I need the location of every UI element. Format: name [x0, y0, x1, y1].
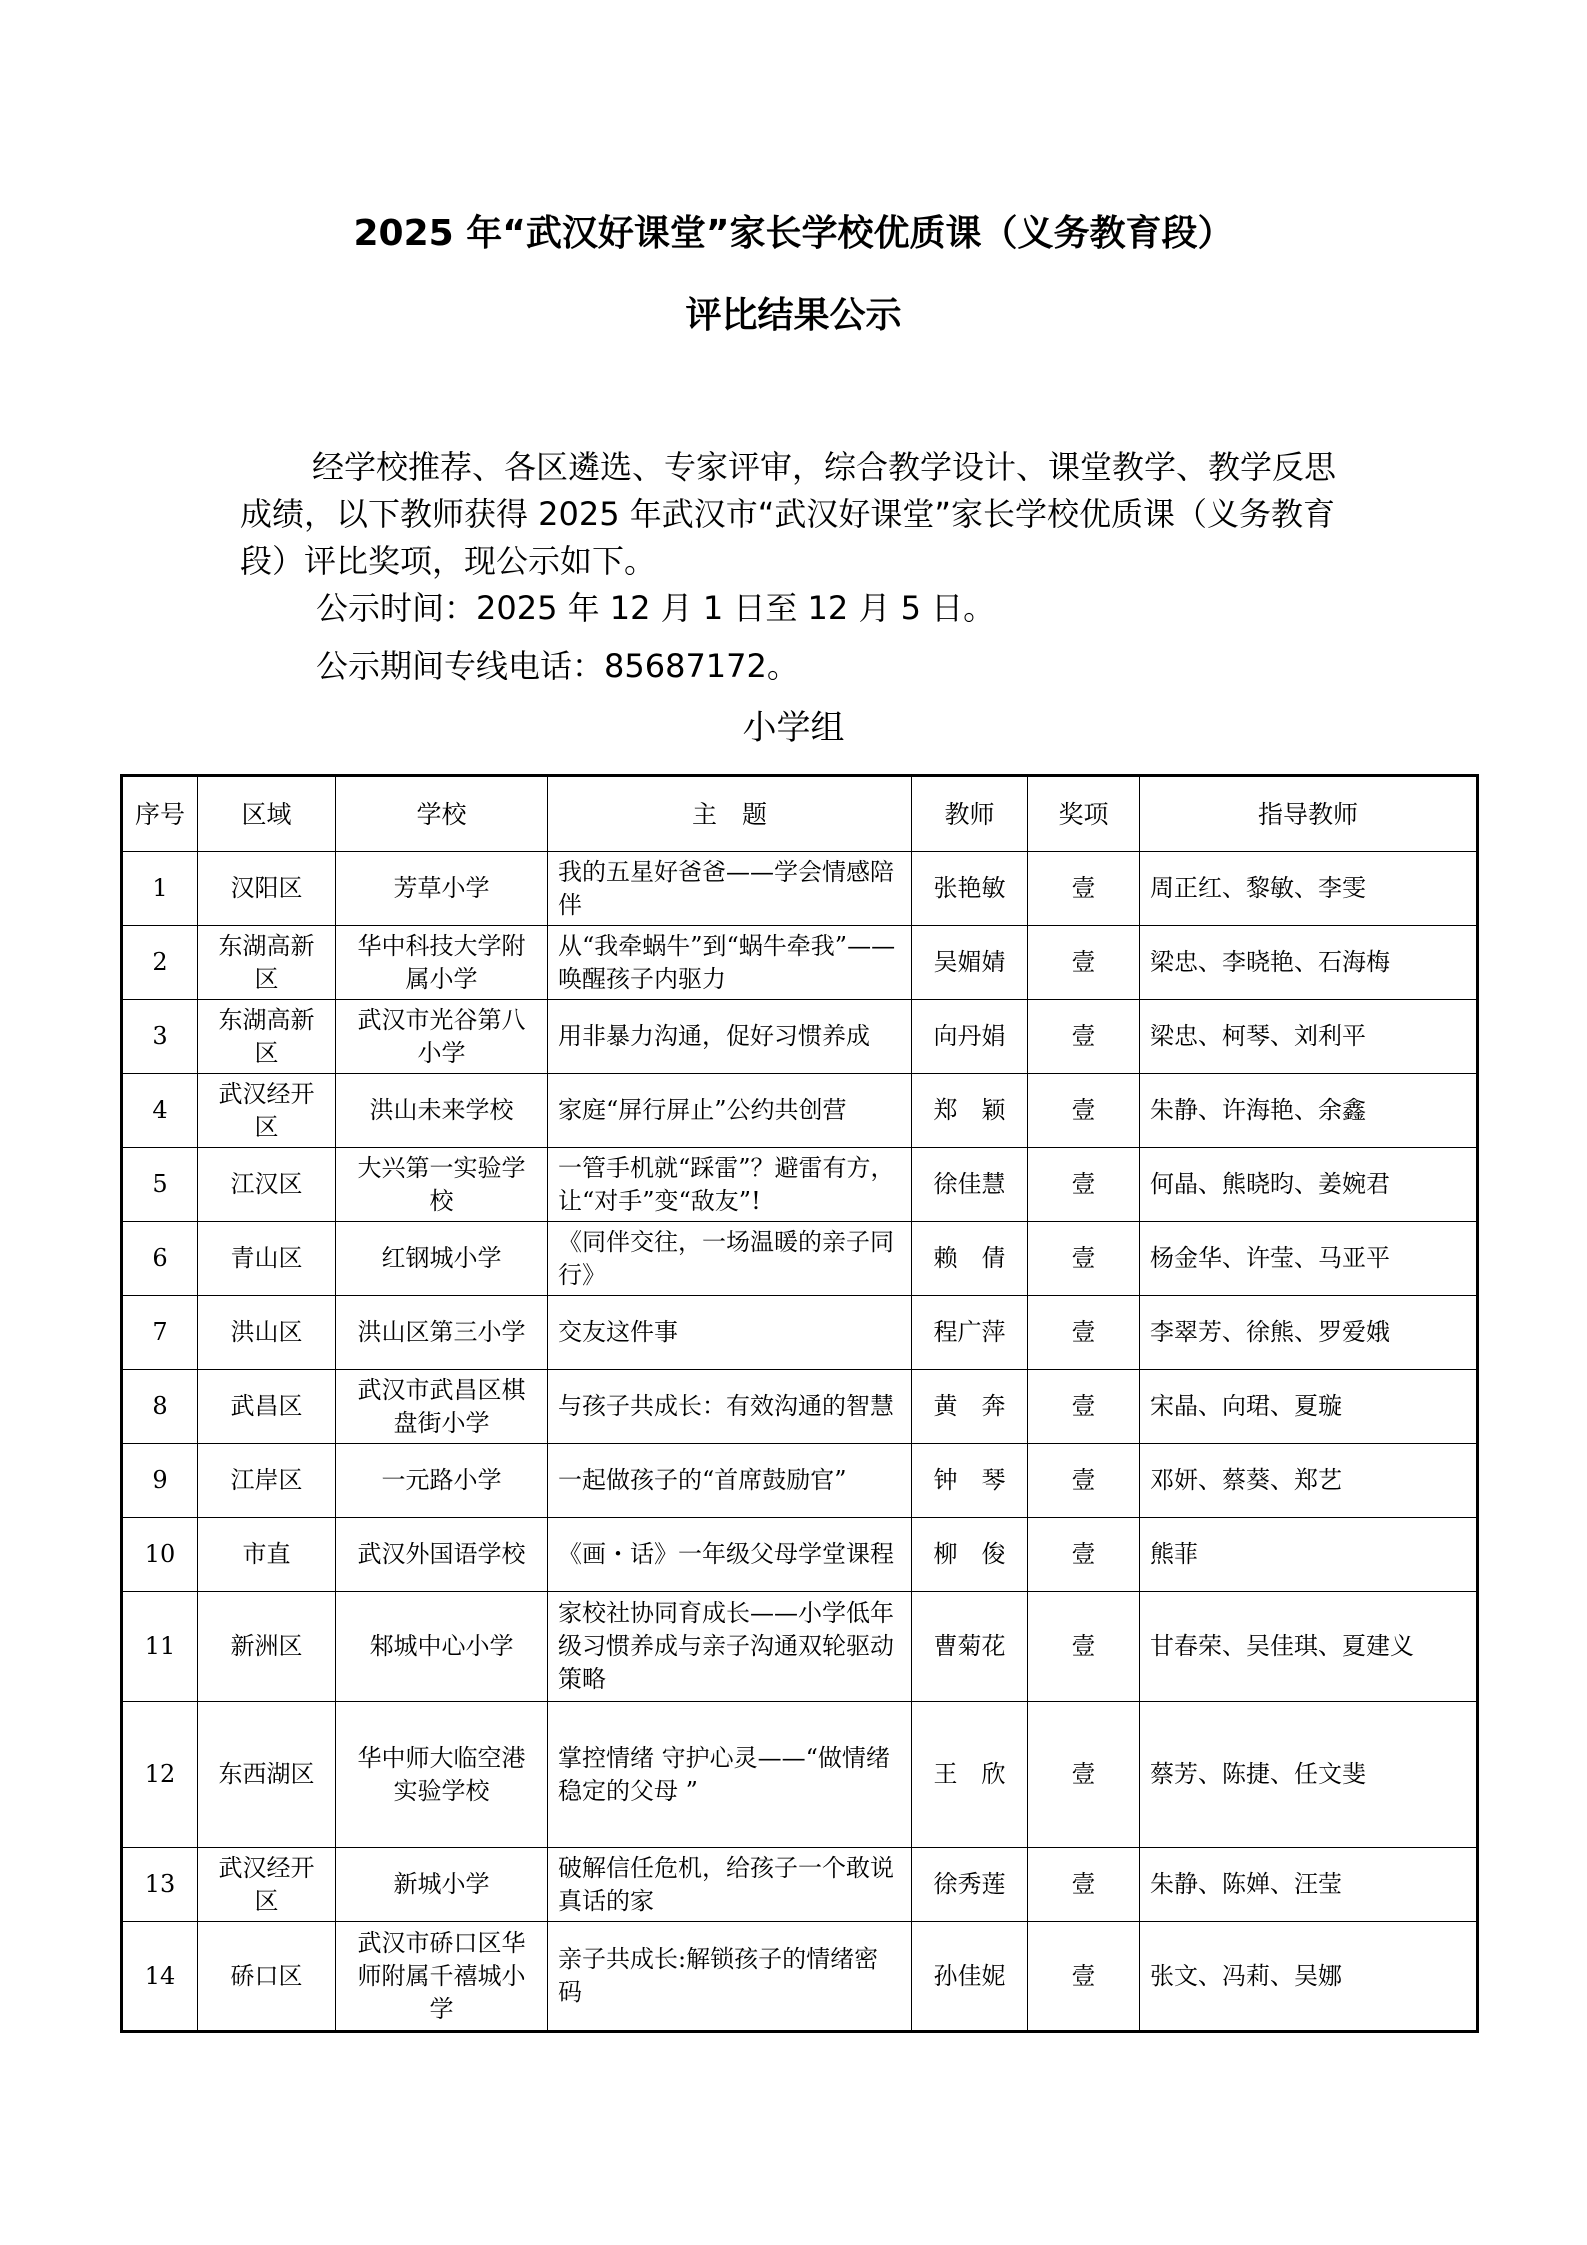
cell-mentors: 杨金华、许莹、马亚平: [1140, 1222, 1478, 1296]
cell-seq: 13: [122, 1848, 198, 1922]
cell-district: 东湖高新区: [198, 1000, 336, 1074]
cell-school: 洪山未来学校: [336, 1074, 548, 1148]
cell-mentors: 何晶、熊晓昀、姜婉君: [1140, 1148, 1478, 1222]
cell-award: 壹: [1028, 1074, 1140, 1148]
cell-teacher: 程广萍: [912, 1296, 1028, 1370]
cell-mentors: 蔡芳、陈捷、任文斐: [1140, 1702, 1478, 1848]
cell-teacher: 徐秀莲: [912, 1848, 1028, 1922]
notice-phone: 公示期间专线电话：85687172。: [316, 647, 799, 685]
cell-seq: 14: [122, 1922, 198, 2032]
table-row: [122, 926, 1478, 1000]
cell-award: 壹: [1028, 1148, 1140, 1222]
cell-school: 武汉市武昌区棋盘街小学: [336, 1370, 548, 1444]
group-title: 小学组: [742, 708, 845, 748]
cell-district: 江岸区: [198, 1444, 336, 1518]
cell-teacher: 吴媚婧: [912, 926, 1028, 1000]
cell-topic: 家庭“屏行屏止”公约共创营: [548, 1074, 912, 1148]
cell-topic: 我的五星好爸爸——学会情感陪伴: [548, 852, 912, 926]
cell-school: 芳草小学: [336, 852, 548, 926]
table-row: [122, 1518, 1478, 1592]
cell-district: 东西湖区: [198, 1702, 336, 1848]
cell-seq: 6: [122, 1222, 198, 1296]
header-district: 区域: [198, 776, 336, 852]
table-row: [122, 1592, 1478, 1702]
cell-mentors: 宋晶、向珺、夏璇: [1140, 1370, 1478, 1444]
cell-award: 壹: [1028, 1922, 1140, 2032]
cell-district: 新洲区: [198, 1592, 336, 1702]
cell-district: 洪山区: [198, 1296, 336, 1370]
cell-topic: 亲子共成长:解锁孩子的情绪密码: [548, 1922, 912, 2032]
table-body: [122, 852, 1478, 2032]
cell-school: 武汉外国语学校: [336, 1518, 548, 1592]
cell-topic: 家校社协同育成长——小学低年级习惯养成与亲子沟通双轮驱动策略: [548, 1592, 912, 1702]
table-row: [122, 1148, 1478, 1222]
cell-topic: 交友这件事: [548, 1296, 912, 1370]
cell-mentors: 邓妍、蔡葵、郑艺: [1140, 1444, 1478, 1518]
header-teacher: 教师: [912, 776, 1028, 852]
cell-district: 市直: [198, 1518, 336, 1592]
header-mentors: 指导教师: [1140, 776, 1478, 852]
cell-topic: 《画・话》一年级父母学堂课程: [548, 1518, 912, 1592]
table-row: [122, 1000, 1478, 1074]
cell-award: 壹: [1028, 1222, 1140, 1296]
cell-mentors: 朱静、许海艳、余鑫: [1140, 1074, 1478, 1148]
cell-teacher: 曹菊花: [912, 1592, 1028, 1702]
cell-topic: 从“我牵蜗牛”到“蜗牛牵我”——唤醒孩子内驱力: [548, 926, 912, 1000]
cell-teacher: 徐佳慧: [912, 1148, 1028, 1222]
cell-seq: 2: [122, 926, 198, 1000]
cell-district: 武汉经开区: [198, 1074, 336, 1148]
cell-award: 壹: [1028, 1000, 1140, 1074]
cell-mentors: 甘春荣、吴佳琪、夏建义: [1140, 1592, 1478, 1702]
cell-school: 一元路小学: [336, 1444, 548, 1518]
page-subtitle: 评比结果公示: [685, 295, 902, 336]
cell-teacher: 向丹娟: [912, 1000, 1028, 1074]
table-row: [122, 1296, 1478, 1370]
intro-paragraph: 经学校推荐、各区遴选、专家评审，综合教学设计、课堂教学、教学反思成绩，以下教师获得 2025 年武汉市“武汉好课堂”家长学校优质课（义务教育段）评比奖项，现公示如下。: [240, 448, 1337, 580]
page-title: 2025 年“武汉好课堂”家长学校优质课（义务教育段）: [353, 213, 1234, 254]
cell-mentors: 熊菲: [1140, 1518, 1478, 1592]
cell-mentors: 朱静、陈婵、汪莹: [1140, 1848, 1478, 1922]
cell-topic: 一管手机就“踩雷”？避雷有方，让“对手”变“敌友”!: [548, 1148, 912, 1222]
cell-award: 壹: [1028, 926, 1140, 1000]
cell-seq: 9: [122, 1444, 198, 1518]
cell-teacher: 赖 倩: [912, 1222, 1028, 1296]
cell-seq: 10: [122, 1518, 198, 1592]
table-row: [122, 1848, 1478, 1922]
cell-award: 壹: [1028, 852, 1140, 926]
cell-award: 壹: [1028, 1370, 1140, 1444]
table-row: [122, 1370, 1478, 1444]
header-topic: 主 题: [548, 776, 912, 852]
cell-teacher: 王 欣: [912, 1702, 1028, 1848]
cell-topic: 用非暴力沟通，促好习惯养成: [548, 1000, 912, 1074]
cell-school: 邾城中心小学: [336, 1592, 548, 1702]
cell-mentors: 李翠芳、徐熊、罗爱娥: [1140, 1296, 1478, 1370]
cell-topic: 《同伴交往，一场温暖的亲子同行》: [548, 1222, 912, 1296]
cell-district: 江汉区: [198, 1148, 336, 1222]
cell-teacher: 郑 颖: [912, 1074, 1028, 1148]
cell-district: 硚口区: [198, 1922, 336, 2032]
cell-school: 华中科技大学附属小学: [336, 926, 548, 1000]
table-row: [122, 1922, 1478, 2032]
table-row: [122, 1444, 1478, 1518]
cell-seq: 8: [122, 1370, 198, 1444]
table-row: [122, 1702, 1478, 1848]
cell-award: 壹: [1028, 1702, 1140, 1848]
cell-school: 大兴第一实验学校: [336, 1148, 548, 1222]
cell-mentors: 梁忠、李晓艳、石海梅: [1140, 926, 1478, 1000]
cell-award: 壹: [1028, 1518, 1140, 1592]
cell-district: 东湖高新区: [198, 926, 336, 1000]
notice-time: 公示时间：2025 年 12 月 1 日至 12 月 5 日。: [316, 589, 996, 627]
cell-topic: 一起做孩子的“首席鼓励官”: [548, 1444, 912, 1518]
cell-school: 新城小学: [336, 1848, 548, 1922]
cell-seq: 12: [122, 1702, 198, 1848]
cell-teacher: 黄 奔: [912, 1370, 1028, 1444]
cell-district: 青山区: [198, 1222, 336, 1296]
cell-topic: 破解信任危机，给孩子一个敢说真话的家: [548, 1848, 912, 1922]
cell-seq: 5: [122, 1148, 198, 1222]
cell-seq: 4: [122, 1074, 198, 1148]
table-header-row: [122, 776, 1478, 852]
cell-teacher: 张艳敏: [912, 852, 1028, 926]
table-row: [122, 852, 1478, 926]
cell-award: 壹: [1028, 1848, 1140, 1922]
cell-seq: 3: [122, 1000, 198, 1074]
cell-school: 红钢城小学: [336, 1222, 548, 1296]
cell-topic: 掌控情绪 守护心灵——“做情绪稳定的父母 ”: [548, 1702, 912, 1848]
header-award: 奖项: [1028, 776, 1140, 852]
table-row: [122, 1074, 1478, 1148]
cell-teacher: 柳 俊: [912, 1518, 1028, 1592]
cell-teacher: 孙佳妮: [912, 1922, 1028, 2032]
header-school: 学校: [336, 776, 548, 852]
results-table: [120, 774, 1479, 2033]
cell-school: 武汉市硚口区华师附属千禧城小学: [336, 1922, 548, 2032]
cell-award: 壹: [1028, 1592, 1140, 1702]
cell-award: 壹: [1028, 1444, 1140, 1518]
header-seq: 序号: [122, 776, 198, 852]
cell-school: 洪山区第三小学: [336, 1296, 548, 1370]
cell-school: 华中师大临空港实验学校: [336, 1702, 548, 1848]
cell-seq: 7: [122, 1296, 198, 1370]
cell-school: 武汉市光谷第八小学: [336, 1000, 548, 1074]
cell-district: 汉阳区: [198, 852, 336, 926]
cell-seq: 1: [122, 852, 198, 926]
cell-mentors: 张文、冯莉、吴娜: [1140, 1922, 1478, 2032]
cell-topic: 与孩子共成长：有效沟通的智慧: [548, 1370, 912, 1444]
table-row: [122, 1222, 1478, 1296]
cell-seq: 11: [122, 1592, 198, 1702]
cell-district: 武昌区: [198, 1370, 336, 1444]
cell-mentors: 周正红、黎敏、李雯: [1140, 852, 1478, 926]
cell-teacher: 钟 琴: [912, 1444, 1028, 1518]
cell-award: 壹: [1028, 1296, 1140, 1370]
cell-mentors: 梁忠、柯琴、刘利平: [1140, 1000, 1478, 1074]
cell-district: 武汉经开区: [198, 1848, 336, 1922]
